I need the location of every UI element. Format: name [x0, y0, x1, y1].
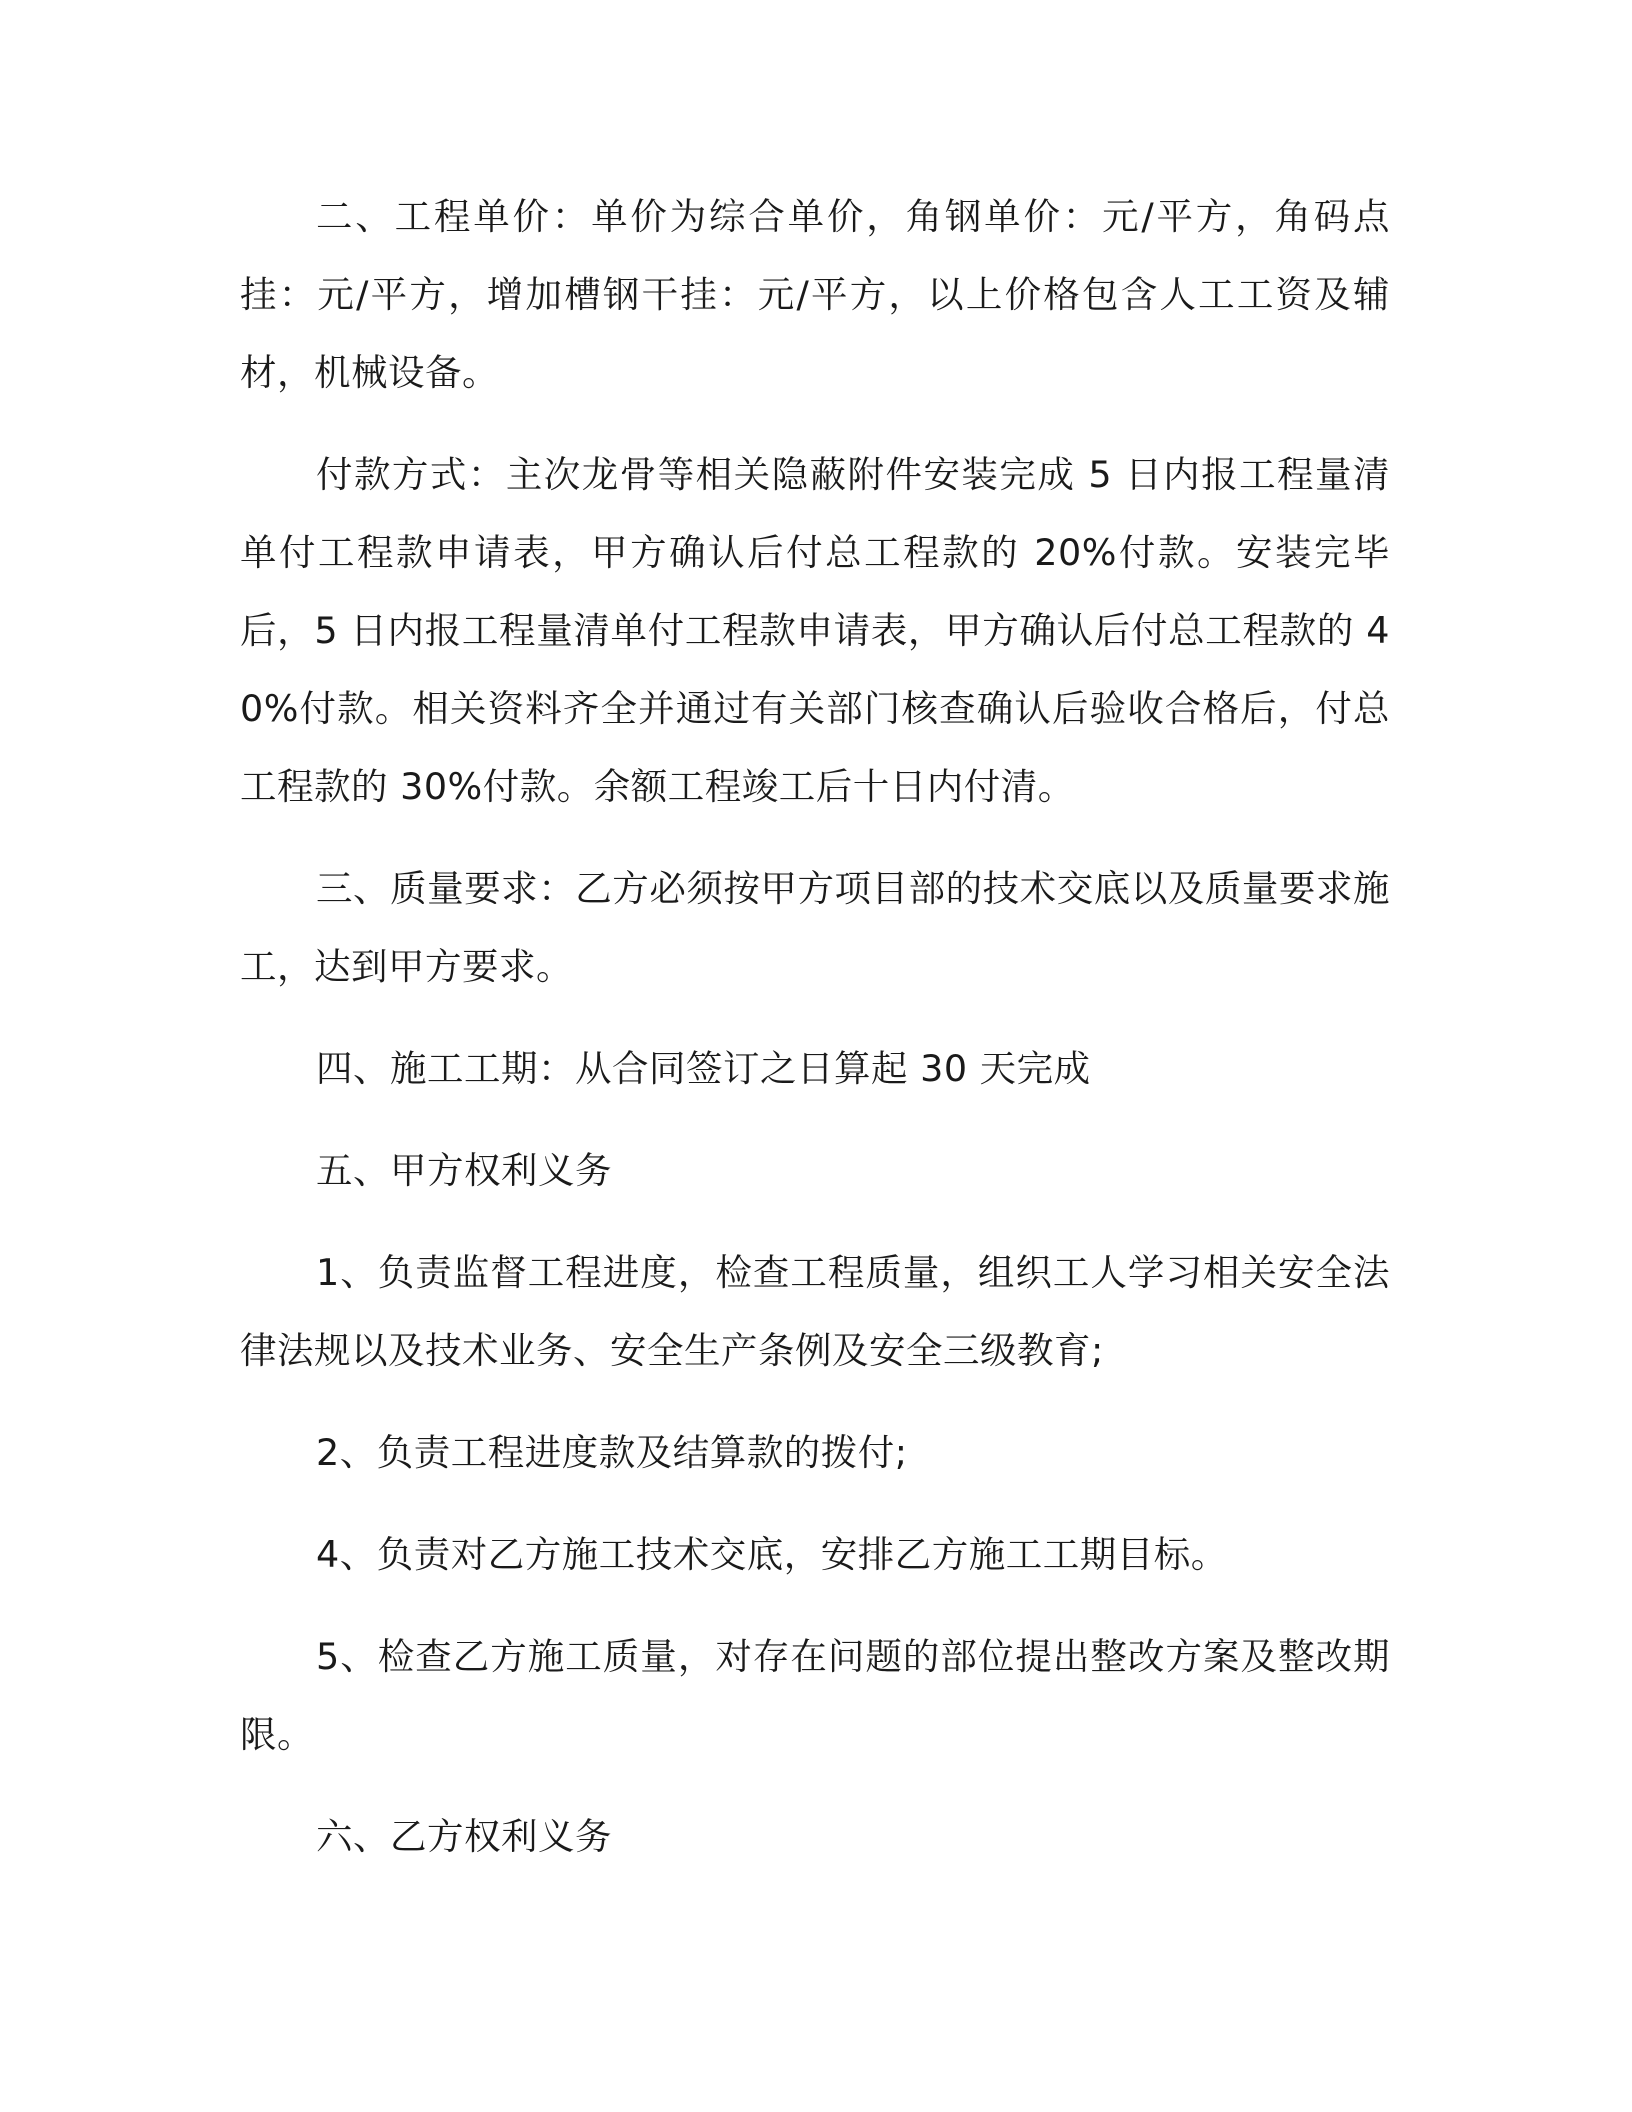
list-item-party-a-5: 5、检查乙方施工质量，对存在问题的部位提出整改方案及整改期限。: [240, 1635, 1390, 1756]
document-body: [240, 178, 1390, 1900]
paragraph-unit-price: 二、工程单价：单价为综合单价，角钢单价：元/平方，角码点挂：元/平方，增加槽钢干挂：元/平方，以上价格包含人工工资及辅材，机械设备。: [240, 195, 1390, 394]
list-item-party-a-4: 4、负责对乙方施工技术交底，安排乙方施工工期目标。: [316, 1533, 1228, 1576]
paragraph-quality-requirements: 三、质量要求：乙方必须按甲方项目部的技术交底以及质量要求施工，达到甲方要求。: [240, 867, 1390, 988]
heading-party-b-rights: 六、乙方权利义务: [316, 1815, 612, 1858]
list-item-party-a-1: 1、负责监督工程进度，检查工程质量，组织工人学习相关安全法律法规以及技术业务、安全生产条例及安全三级教育;: [240, 1251, 1390, 1372]
list-item-party-a-2: 2、负责工程进度款及结算款的拨付;: [316, 1431, 908, 1474]
paragraph-construction-period: 四、施工工期：从合同签订之日算起 30 天完成: [316, 1047, 1091, 1090]
paragraph-payment-terms: 付款方式：主次龙骨等相关隐蔽附件安装完成 5 日内报工程量清单付工程款申请表，甲方确认后付总工程款的 20%付款。安装完毕后，5 日内报工程量清单付工程款申请表，甲方确认后付总工程款的 40%付款。相关资料齐全并通过有关部门核查确认后验收合格后，付总工程款的 30%付款。余额工程竣工后十日内付清。: [240, 453, 1390, 808]
heading-party-a-rights: 五、甲方权利义务: [316, 1149, 612, 1192]
